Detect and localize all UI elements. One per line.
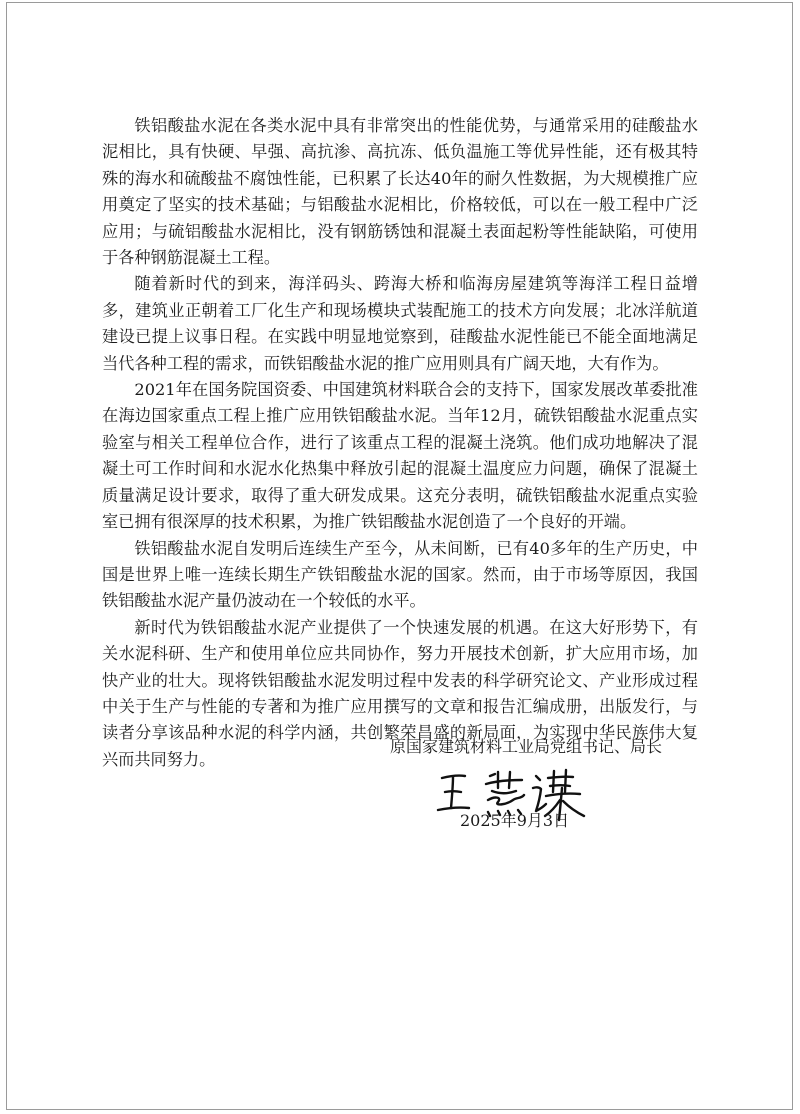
paragraph-4: 铁铝酸盐水泥自发明后连续生产至今，从未间断，已有40多年的生产历史，中国是世界上唯一连续长期生产铁铝酸盐水泥的国家。然而，由于市场等原因，我国铁铝酸盐水泥产量仍波动在一个较低的水平。 <box>102 538 698 611</box>
document-page <box>6 2 793 1110</box>
document-body <box>102 113 698 773</box>
paragraph-5: 新时代为铁铝酸盐水泥产业提供了一个快速发展的机遇。在这大好形势下，有关水泥科研、生产和使用单位应共同协作，努力开展技术创新，扩大应用市场，加快产业的壮大。现将铁铝酸盐水泥发明过程中发表的科学研究论文、产业形成过程中关于生产与性能的专著和为推广应用撰写的文章和报告汇编成册，出版发行，与读者分享该品种水泥的科学内涵，共创繁荣昌盛的新局面，为实现中华民族伟大复兴而共同努力。 <box>102 617 698 769</box>
paragraph-2: 随着新时代的到来，海洋码头、跨海大桥和临海房屋建筑等海洋工程日益增多，建筑业正朝着工厂化生产和现场模块式装配施工的技术方向发展；北冰洋航道建设已提上议事日程。在实践中明显地觉察到，硅酸盐水泥性能已不能全面地满足当代各种工程的需求，而铁铝酸盐水泥的推广应用则具有广阔天地，大有作为。 <box>102 274 698 373</box>
signature-date: 2025年9月3日 <box>460 811 570 830</box>
signer-title: 原国家建筑材料工业局党组书记、局长 <box>390 737 663 756</box>
paragraph-3: 2021年在国务院国资委、中国建筑材料联合会的支持下，国家发展改革委批准在海边国家重点工程上推广应用铁铝酸盐水泥。当年12月，硫铁铝酸盐水泥重点实验室与相关工程单位合作，进行了该重点工程的混凝土浇筑。他们成功地解决了混凝土可工作时间和水泥水化热集中释放引起的混凝土温度应力问题，确保了混凝土质量满足设计要求，取得了重大研发成果。这充分表明，硫铁铝酸盐水泥重点实验室已拥有很深厚的技术积累，为推广铁铝酸盐水泥创造了一个良好的开端。 <box>102 380 698 532</box>
paragraph-1: 铁铝酸盐水泥在各类水泥中具有非常突出的性能优势，与通常采用的硅酸盐水泥相比，具有快硬、早强、高抗渗、高抗冻、低负温施工等优异性能，还有极其特殊的海水和硫酸盐不腐蚀性能，已积累了长达40年的耐久性数据，为大规模推广应用奠定了坚实的技术基础；与铝酸盐水泥相比，价格较低，可以在一般工程中广泛应用；与硫铝酸盐水泥相比，没有钢筋锈蚀和混凝土表面起粉等性能缺陷，可使用于各种钢筋混凝土工程。 <box>102 116 698 268</box>
